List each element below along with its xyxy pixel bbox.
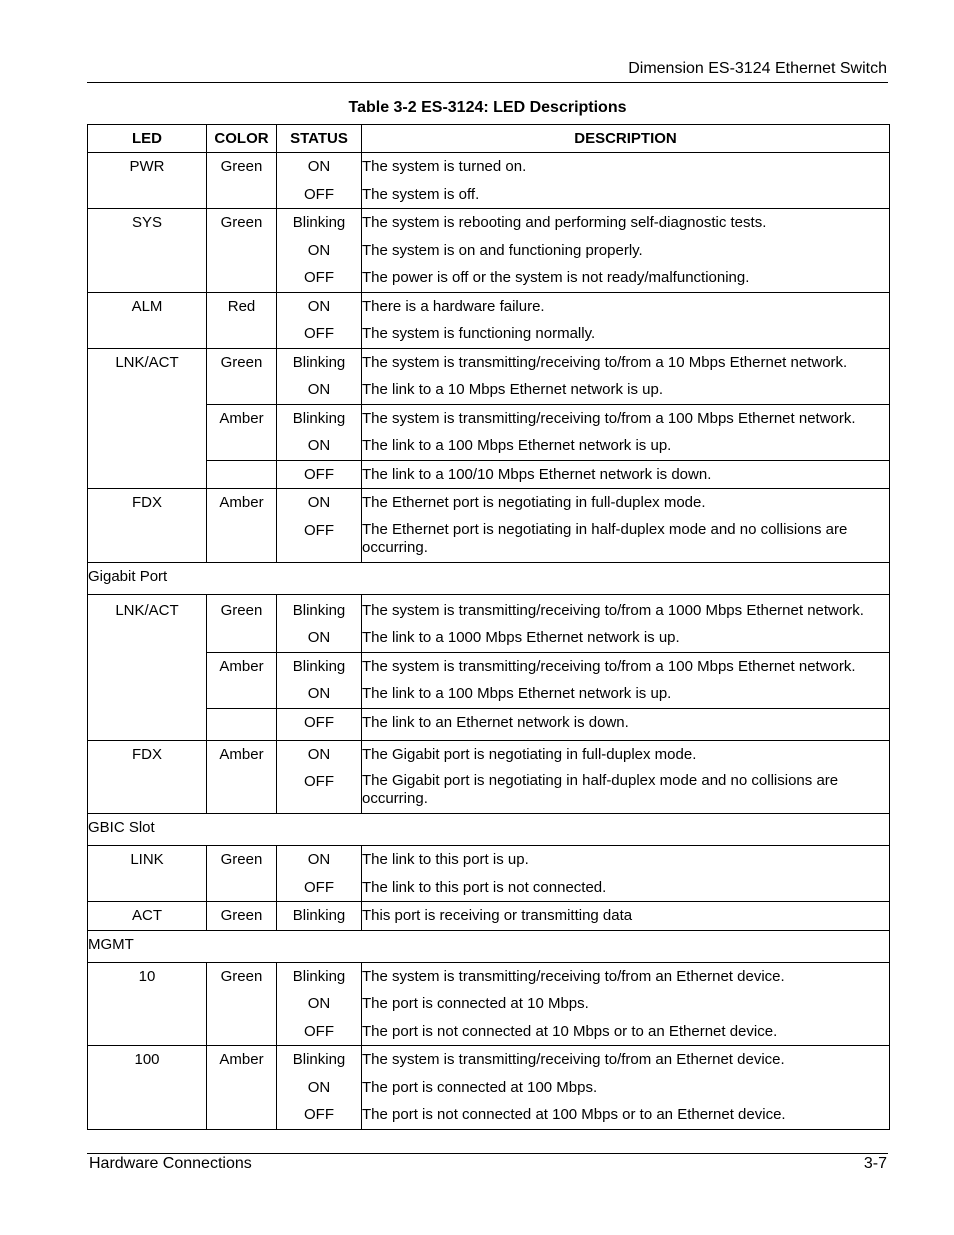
status-cell: ON xyxy=(307,629,331,646)
led-cell: PWR xyxy=(129,158,165,175)
color-cell: Amber xyxy=(219,657,264,675)
description-cell: The port is not connected at 10 Mbps or to an Ethernet device. xyxy=(362,1022,778,1040)
description-cell: The link to a 10 Mbps Ethernet network is up. xyxy=(362,381,663,398)
status-cell: OFF xyxy=(304,713,334,731)
header-rule xyxy=(87,82,888,83)
led-cell: 10 xyxy=(138,967,156,985)
status-cell: ON xyxy=(307,437,331,454)
table-row xyxy=(88,1046,890,1130)
description-cell: The link to a 100 Mbps Ethernet network is up. xyxy=(362,437,672,454)
description-cell: The system is off. xyxy=(362,185,480,203)
page-header-title: Dimension ES-3124 Ethernet Switch xyxy=(628,60,887,77)
status-cell: OFF xyxy=(304,325,334,342)
table-caption: Table 3-2 ES-3124: LED Descriptions xyxy=(348,99,627,116)
led-cell: FDX xyxy=(132,745,162,763)
led-cell: ACT xyxy=(132,907,162,924)
color-cell: Amber xyxy=(219,409,264,427)
table-row xyxy=(88,348,890,404)
color-cell: Amber xyxy=(219,745,264,763)
status-cell: ON xyxy=(307,1078,331,1096)
table-row xyxy=(88,404,890,460)
description-cell: This port is receiving or transmitting data xyxy=(362,907,633,924)
table-row xyxy=(88,489,890,563)
description-cell: The port is connected at 10 Mbps. xyxy=(362,995,589,1012)
color-cell: Amber xyxy=(219,1051,264,1068)
status-cell: ON xyxy=(307,158,331,175)
color-cell: Green xyxy=(220,907,263,924)
table-header-row xyxy=(88,125,890,153)
description-cell: The power is off or the system is not ready/malfunctioning. xyxy=(362,269,750,286)
description-cell: The port is connected at 100 Mbps. xyxy=(362,1078,598,1096)
table-row xyxy=(88,740,890,814)
status-cell: OFF xyxy=(304,521,334,539)
description-cell: The system is rebooting and performing self-diagnostic tests. xyxy=(362,214,767,231)
description-cell: The system is transmitting/receiving to/from an Ethernet device. xyxy=(362,967,785,985)
table-row xyxy=(88,708,890,740)
table-row xyxy=(88,460,890,489)
status-cell: Blinking xyxy=(292,907,346,924)
table-section-row xyxy=(88,814,890,846)
led-descriptions-table xyxy=(87,124,890,1130)
column-header-led: LED xyxy=(88,125,207,153)
table-row xyxy=(88,209,890,293)
status-cell: ON xyxy=(307,851,331,868)
status-cell: OFF xyxy=(304,269,334,286)
status-cell: OFF xyxy=(304,878,334,896)
description-cell: The system is transmitting/receiving to/from a 100 Mbps Ethernet network. xyxy=(362,409,856,427)
led-cell: LINK xyxy=(130,851,164,868)
description-cell: The system is transmitting/receiving to/from a 10 Mbps Ethernet network. xyxy=(362,353,848,371)
color-cell: Green xyxy=(220,967,263,985)
color-cell: Green xyxy=(220,158,263,175)
description-cell: The system is on and functioning properly. xyxy=(362,241,643,259)
footer-section-title: Hardware Connections xyxy=(89,1155,252,1172)
color-cell: Green xyxy=(220,851,263,868)
led-cell: ALM xyxy=(131,297,163,315)
status-cell: Blinking xyxy=(292,1051,346,1068)
status-cell: ON xyxy=(307,685,331,702)
status-cell: Blinking xyxy=(292,657,346,675)
status-cell: Blinking xyxy=(292,214,346,231)
description-cell: The Gigabit port is negotiating in half-duplex mode and no collisions are occurring. xyxy=(362,772,839,807)
status-cell: OFF xyxy=(304,773,334,790)
column-header-color: COLOR xyxy=(207,125,277,153)
status-cell: ON xyxy=(307,995,331,1012)
page-number: 3-7 xyxy=(863,1155,887,1172)
section-label-gbic-slot: GBIC Slot xyxy=(88,814,890,846)
led-cell: FDX xyxy=(132,494,162,511)
status-cell: Blinking xyxy=(292,967,346,985)
color-cell: Green xyxy=(220,214,263,231)
description-cell: The link to a 1000 Mbps Ethernet network is up. xyxy=(362,629,680,646)
led-cell: SYS xyxy=(131,214,162,231)
description-cell: The link to this port is up. xyxy=(362,851,529,868)
led-cell: 100 xyxy=(134,1051,160,1068)
description-cell: The system is transmitting/receiving to/from a 1000 Mbps Ethernet network. xyxy=(362,601,864,619)
description-cell: The link to this port is not connected. xyxy=(362,878,607,896)
led-cell: LNK/ACT xyxy=(115,601,179,619)
description-cell: The system is transmitting/receiving to/from an Ethernet device. xyxy=(362,1051,785,1068)
description-cell: The Ethernet port is negotiating in half-duplex mode and no collisions are occurring. xyxy=(362,520,848,556)
status-cell: ON xyxy=(307,241,331,259)
status-cell: OFF xyxy=(304,185,334,203)
description-cell: The link to an Ethernet network is down. xyxy=(362,713,629,731)
description-cell: The Gigabit port is negotiating in full-duplex mode. xyxy=(362,745,697,763)
status-cell: Blinking xyxy=(292,409,346,427)
table-row xyxy=(88,652,890,708)
led-cell: LNK/ACT xyxy=(115,353,179,371)
table-row xyxy=(88,292,890,348)
column-header-description: DESCRIPTION xyxy=(362,125,890,153)
status-cell: OFF xyxy=(304,1106,334,1123)
status-cell: OFF xyxy=(304,465,334,483)
status-cell: Blinking xyxy=(292,353,346,371)
color-cell: Red xyxy=(227,297,256,315)
description-cell: The system is transmitting/receiving to/from a 100 Mbps Ethernet network. xyxy=(362,657,856,675)
section-label-gigabit-port: Gigabit Port xyxy=(88,562,890,594)
table-row xyxy=(88,846,890,902)
description-cell: The system is functioning normally. xyxy=(362,325,596,342)
status-cell: OFF xyxy=(304,1022,334,1040)
table-section-row xyxy=(88,930,890,962)
table-row xyxy=(88,153,890,209)
description-cell: The link to a 100/10 Mbps Ethernet network is down. xyxy=(362,465,712,483)
description-cell: The system is turned on. xyxy=(362,158,527,175)
table-row xyxy=(88,902,890,931)
color-cell: Green xyxy=(220,601,263,619)
footer-rule xyxy=(87,1153,888,1154)
status-cell: ON xyxy=(307,297,331,315)
status-cell: ON xyxy=(307,494,331,511)
column-header-status: STATUS xyxy=(277,125,362,153)
description-cell: There is a hardware failure. xyxy=(362,297,545,315)
table-row xyxy=(88,594,890,652)
status-cell: Blinking xyxy=(292,601,346,619)
description-cell: The link to a 100 Mbps Ethernet network is up. xyxy=(362,685,672,702)
table-row xyxy=(88,962,890,1046)
status-cell: ON xyxy=(307,745,331,763)
table-section-row xyxy=(88,562,890,594)
color-cell: Green xyxy=(220,353,263,371)
description-cell: The port is not connected at 100 Mbps or to an Ethernet device. xyxy=(362,1106,786,1123)
color-cell: Amber xyxy=(219,494,264,511)
description-cell: The Ethernet port is negotiating in full-duplex mode. xyxy=(362,494,706,511)
status-cell: ON xyxy=(307,381,331,398)
section-label-mgmt: MGMT xyxy=(88,930,890,962)
